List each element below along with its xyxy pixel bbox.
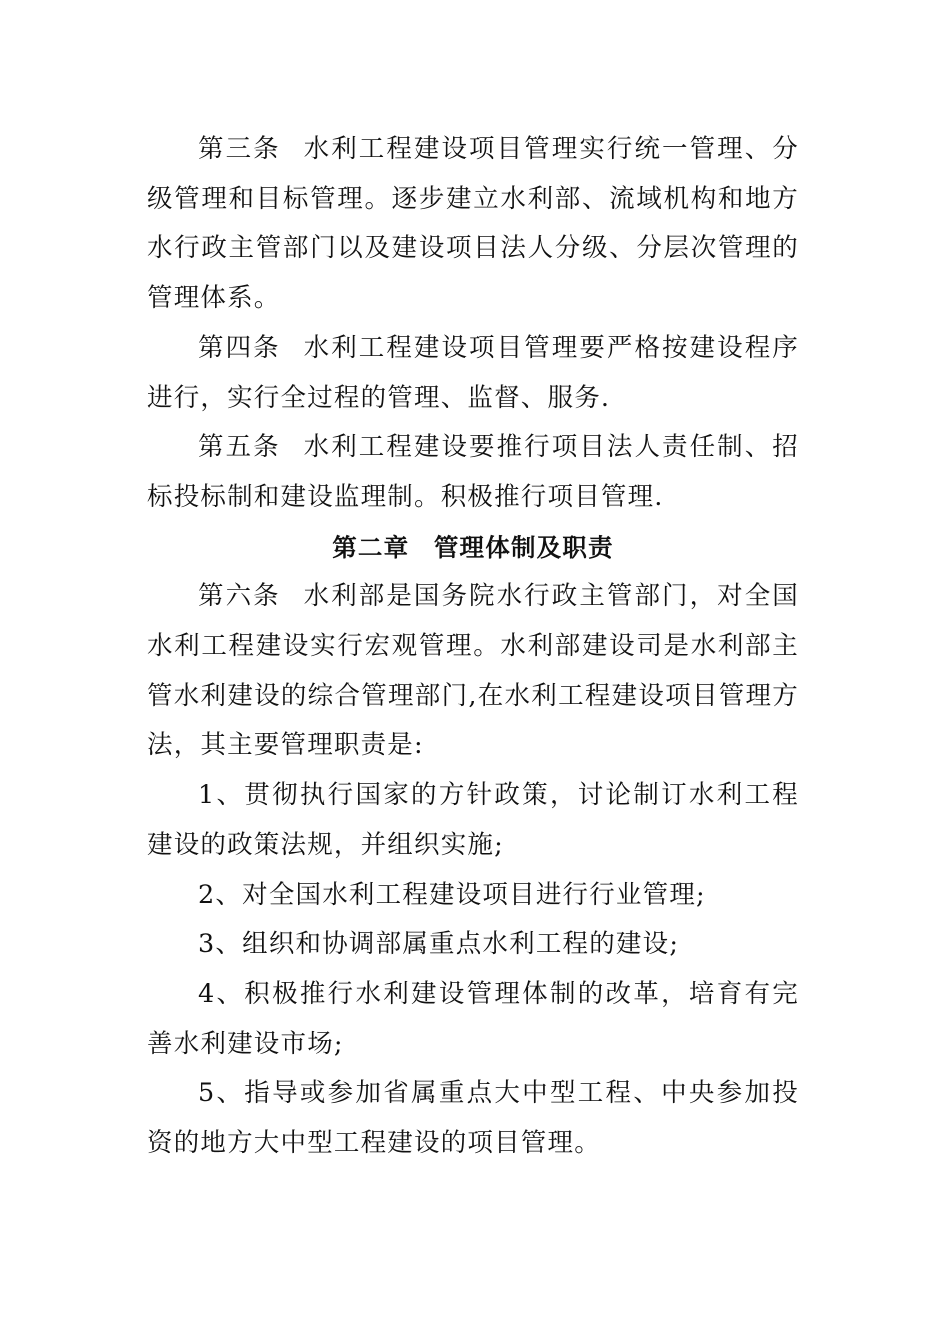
article-number: 第五条 (198, 432, 281, 463)
article-4 (147, 324, 799, 423)
document-body (147, 125, 799, 1169)
article-3 (147, 125, 799, 324)
duty-item-3: 3、组织和协调部属重点水利工程的建设; (198, 929, 680, 960)
chapter-number: 第二章 (332, 532, 410, 562)
article-6 (147, 572, 799, 771)
article-text: 水利工程建设项目管理要严格按建设程序进行，实行全过程的管理、监督、服务. (147, 332, 799, 413)
article-number: 第六条 (198, 581, 281, 612)
article-number: 第三条 (198, 134, 281, 164)
article-text: 水利工程建设项目管理实行统一管理、分级管理和目标管理。逐步建立水利部、流域机构和地方水行政主管部门以及建设项目法人分级、分层次管理的管理体系。 (147, 134, 799, 314)
chapter-heading (147, 523, 799, 573)
chapter-title: 管理体制及职责 (433, 532, 614, 562)
duty-item-4: 4、积极推行水利建设管理体制的改革，培育有完善水利建设市场; (147, 978, 799, 1059)
article-number: 第四条 (198, 332, 281, 363)
duty-item-2: 2、对全国水利工程建设项目进行行业管理; (198, 879, 706, 910)
article-text: 水利部是国务院水行政主管部门，对全国水利工程建设实行宏观管理。水利部建设司是水利部主管水利建设的综合管理部门,在水利工程建设项目管理方法，其主要管理职责是: (147, 581, 799, 761)
duty-item-5: 5、指导或参加省属重点大中型工程、中央参加投资的地方大中型工程建设的项目管理。 (147, 1078, 799, 1159)
duty-item-1: 1、贯彻执行国家的方针政策，讨论制订水利工程建设的政策法规，并组织实施; (147, 780, 799, 860)
article-text: 水利工程建设要推行项目法人责任制、招标投标制和建设监理制。积极推行项目管理. (147, 432, 799, 512)
article-5 (147, 423, 799, 522)
